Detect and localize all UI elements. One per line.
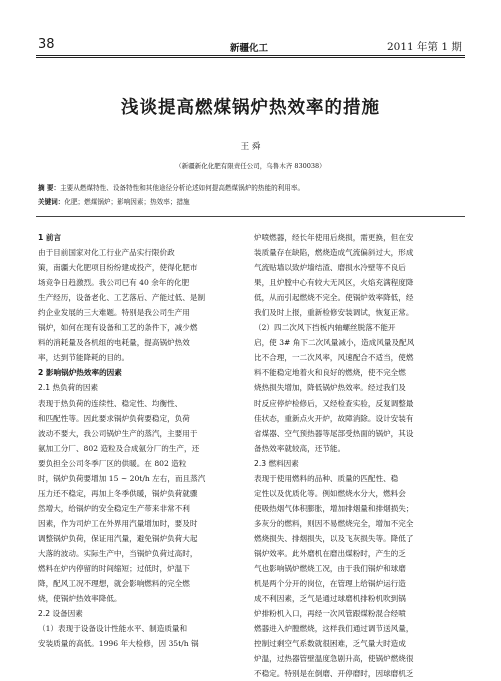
abstract: [38, 181, 465, 209]
body-text-line: 使吸热烟气体积膨胀，增加排烟量和排烟损失；: [254, 503, 414, 513]
body-text-line: 约企业发展的三大难题。特别是我公司生产用: [38, 308, 190, 318]
issue-number: 2011 年第 1 期: [387, 41, 462, 53]
body-text-line: 气流贴墙以致炉墙结渣、磨损水冷壁等不良后: [254, 263, 406, 273]
body-text-line: 成不利因素，乏气是通过球磨机排粉机吹到锅: [254, 594, 406, 604]
body-text-line: 因素，作为司炉工在外界用汽量增加时，要及时: [38, 518, 198, 528]
body-text-line: 和匹配性等。因此要求锅炉负荷要稳定，负荷: [38, 413, 190, 423]
body-text-line: 波动不要大，我公司锅炉生产的蒸汽，主要用于: [38, 428, 198, 438]
body-text-line: 燃烧损失、排烟损失，以及飞灰损失等。降低了: [254, 533, 414, 543]
body-text-line: 调整锅炉负荷，保证用汽量，避免锅炉负荷大起: [38, 533, 198, 543]
body-text-line: 启，使 3# 角下二次风量减小，造成风量及配风: [254, 338, 415, 348]
body-text-line: 要负担全公司冬季厂区的供暖。在 802 造粒: [38, 458, 187, 468]
body-text-line: 省煤器、空气预热器等尾部受热面的锅炉，其设: [254, 428, 414, 438]
body-text-line: 炉喷燃器，经长年使用后烧损，需更换，但在安: [254, 233, 414, 242]
journal-name: 新疆化工: [230, 43, 269, 54]
body-text-line: 定性以及优质化等。例如燃烧水分大，燃料会: [254, 488, 406, 498]
body-text-line: 安装质量的高低。1996 年大检修，因 35t/h 锅: [38, 639, 199, 649]
body-text-line: 佳状态，重新点火开炉，故障消除。设计安装有: [254, 413, 414, 423]
body-text-line: 气也影响锅炉燃烧工况，由于我们锅炉和球磨: [254, 564, 406, 574]
section-heading: 2.1 热负荷的因素: [38, 383, 99, 393]
body-text-line: 然增大，给锅炉的安全稳定生产带来非常不利: [38, 503, 190, 513]
body-text-line: 表现于热负荷的连续性、稳定性、均衡性、: [38, 398, 183, 408]
body-text-line: 我们及时上报，重新检修安装调试，恢复正常。: [254, 308, 414, 318]
body-text-line: （1）表现于设备设计性能水平、制造质量和: [38, 624, 188, 634]
body-text-line: 场竞争日趋激烈。我公司已有 40 余年的化肥: [38, 278, 190, 288]
author: 王 舜: [240, 142, 261, 152]
body-text-line: 备热效率就较高，还节能。: [254, 443, 346, 453]
abstract-text: 主要从燃煤特性、设备特性和其他途径分析论述如何提高燃煤锅炉的热能的利用率。: [60, 184, 305, 192]
keywords-text: 化肥；燃煤锅炉；影响因素；热效率；措施: [64, 198, 190, 206]
body-text-line: 压力还不稳定，再加上冬季供暖，锅炉负荷就骤: [38, 488, 198, 498]
running-header: [0, 0, 501, 60]
article-title: 浅谈提高燃煤锅炉热效率的措施: [121, 98, 380, 118]
header-rule: [36, 57, 465, 58]
body-text-line: 燃器进入炉膛燃烧，这样我们通过调节送风量，: [254, 624, 414, 634]
body-text-line: 烧，使锅炉热效率降低。: [38, 594, 122, 604]
body-text-line: 比不合理，一二次风率，风速配合不适当，使燃: [254, 353, 414, 363]
right-column: [254, 230, 464, 681]
body-text-line: 时反应停炉检修后，又经检查实验，反复调整最: [254, 398, 414, 408]
left-column: [38, 230, 248, 651]
body-text-line: 由于目前国家对化工行业产品实行限价政: [38, 248, 175, 258]
body-text-line: 率，达到节能降耗的目的。: [38, 353, 130, 363]
body-text-line: 炉排粉机入口，再经一次风管跟煤粉混合经喷: [254, 609, 406, 619]
abstract-label: 摘 要：: [38, 184, 61, 192]
body-text-line: 策，南疆大化肥项目纷纷建成投产，使得化肥市: [38, 263, 198, 273]
body-text-line: 大落的波动。实际生产中，当锅炉负荷过高时，: [38, 548, 198, 558]
body-text-line: 低，从而引起燃烧不完全。使锅炉效率降低，经: [254, 293, 414, 303]
body-text-line: 果，且炉膛中心有较大无风区，火焰充满程度降: [254, 278, 414, 288]
body-text-line: 生产经历，设备老化、工艺落后、产能过低、是制: [38, 293, 206, 303]
body-text-line: 炉温，过热器管壁温度急剧升高，使锅炉燃烧很: [254, 654, 414, 664]
section-heading: 2 影响锅炉热效率的因素: [38, 368, 122, 378]
affiliation: （新疆新化化肥有限责任公司，乌鲁木齐 830038）: [175, 162, 326, 170]
body-text-line: 氨加工分厂、802 造粒及合成氨分厂的生产，还: [38, 443, 200, 453]
keywords-row: [38, 195, 465, 209]
page-number: 38: [38, 37, 55, 52]
header-rule: [36, 55, 465, 56]
section-heading: 1 前言: [38, 233, 62, 242]
body-text-line: 机是两个分开的岗位，在管理上给锅炉运行造: [254, 579, 406, 589]
body-text-line: 降，配风工况不理想，就会影响燃料的完全燃: [38, 579, 190, 589]
abstract-row: [38, 181, 465, 195]
body-text-line: （2）四二次风下挡板内轴螺丝脱落不能开: [254, 323, 396, 333]
body-text-line: 烧热损失增加，降低锅炉热效率。经过我们及: [254, 383, 406, 393]
body-text-line: 料不能稳定地着火和良好的燃烧，使不完全燃: [254, 368, 406, 378]
body-text-line: 多灰分的燃料，则因不易燃烧完全，增加不完全: [254, 518, 414, 528]
body-text-line: 表现于使用燃料的品种、质量的匹配性、稳: [254, 473, 399, 483]
body-text-line: 锅炉，如何在现有设备和工艺的条件下，减少燃: [38, 323, 198, 333]
body-text-line: 控制过剩空气系数就很困难，乏气量大时造成: [254, 639, 406, 649]
keywords-label: 关键词：: [38, 198, 65, 206]
body-text-line: 锅炉效率。此外磨机在磨出煤粉时，产生的乏: [254, 548, 406, 558]
section-heading: 2.2 设备因素: [38, 609, 83, 619]
section-heading: 2.3 燃料因素: [254, 458, 299, 468]
body-text-line: 燃料在炉内停留的时间缩短；过低时，炉温下: [38, 564, 190, 574]
body-text-line: 料的消耗量及各机组的电耗量，提高锅炉热效: [38, 338, 190, 348]
body-text-line: 时，锅炉负荷要增加 15 ~ 20t/h 左右，而且蒸汽: [38, 473, 206, 483]
body-text-line: 装质量存在缺陷，燃烧造成气流偏斜过大，形成: [254, 248, 414, 258]
body-text-line: 不稳定。特别是在倒磨、开停磨时，因球磨机乏: [254, 669, 414, 679]
abstract-rule: [36, 216, 465, 217]
